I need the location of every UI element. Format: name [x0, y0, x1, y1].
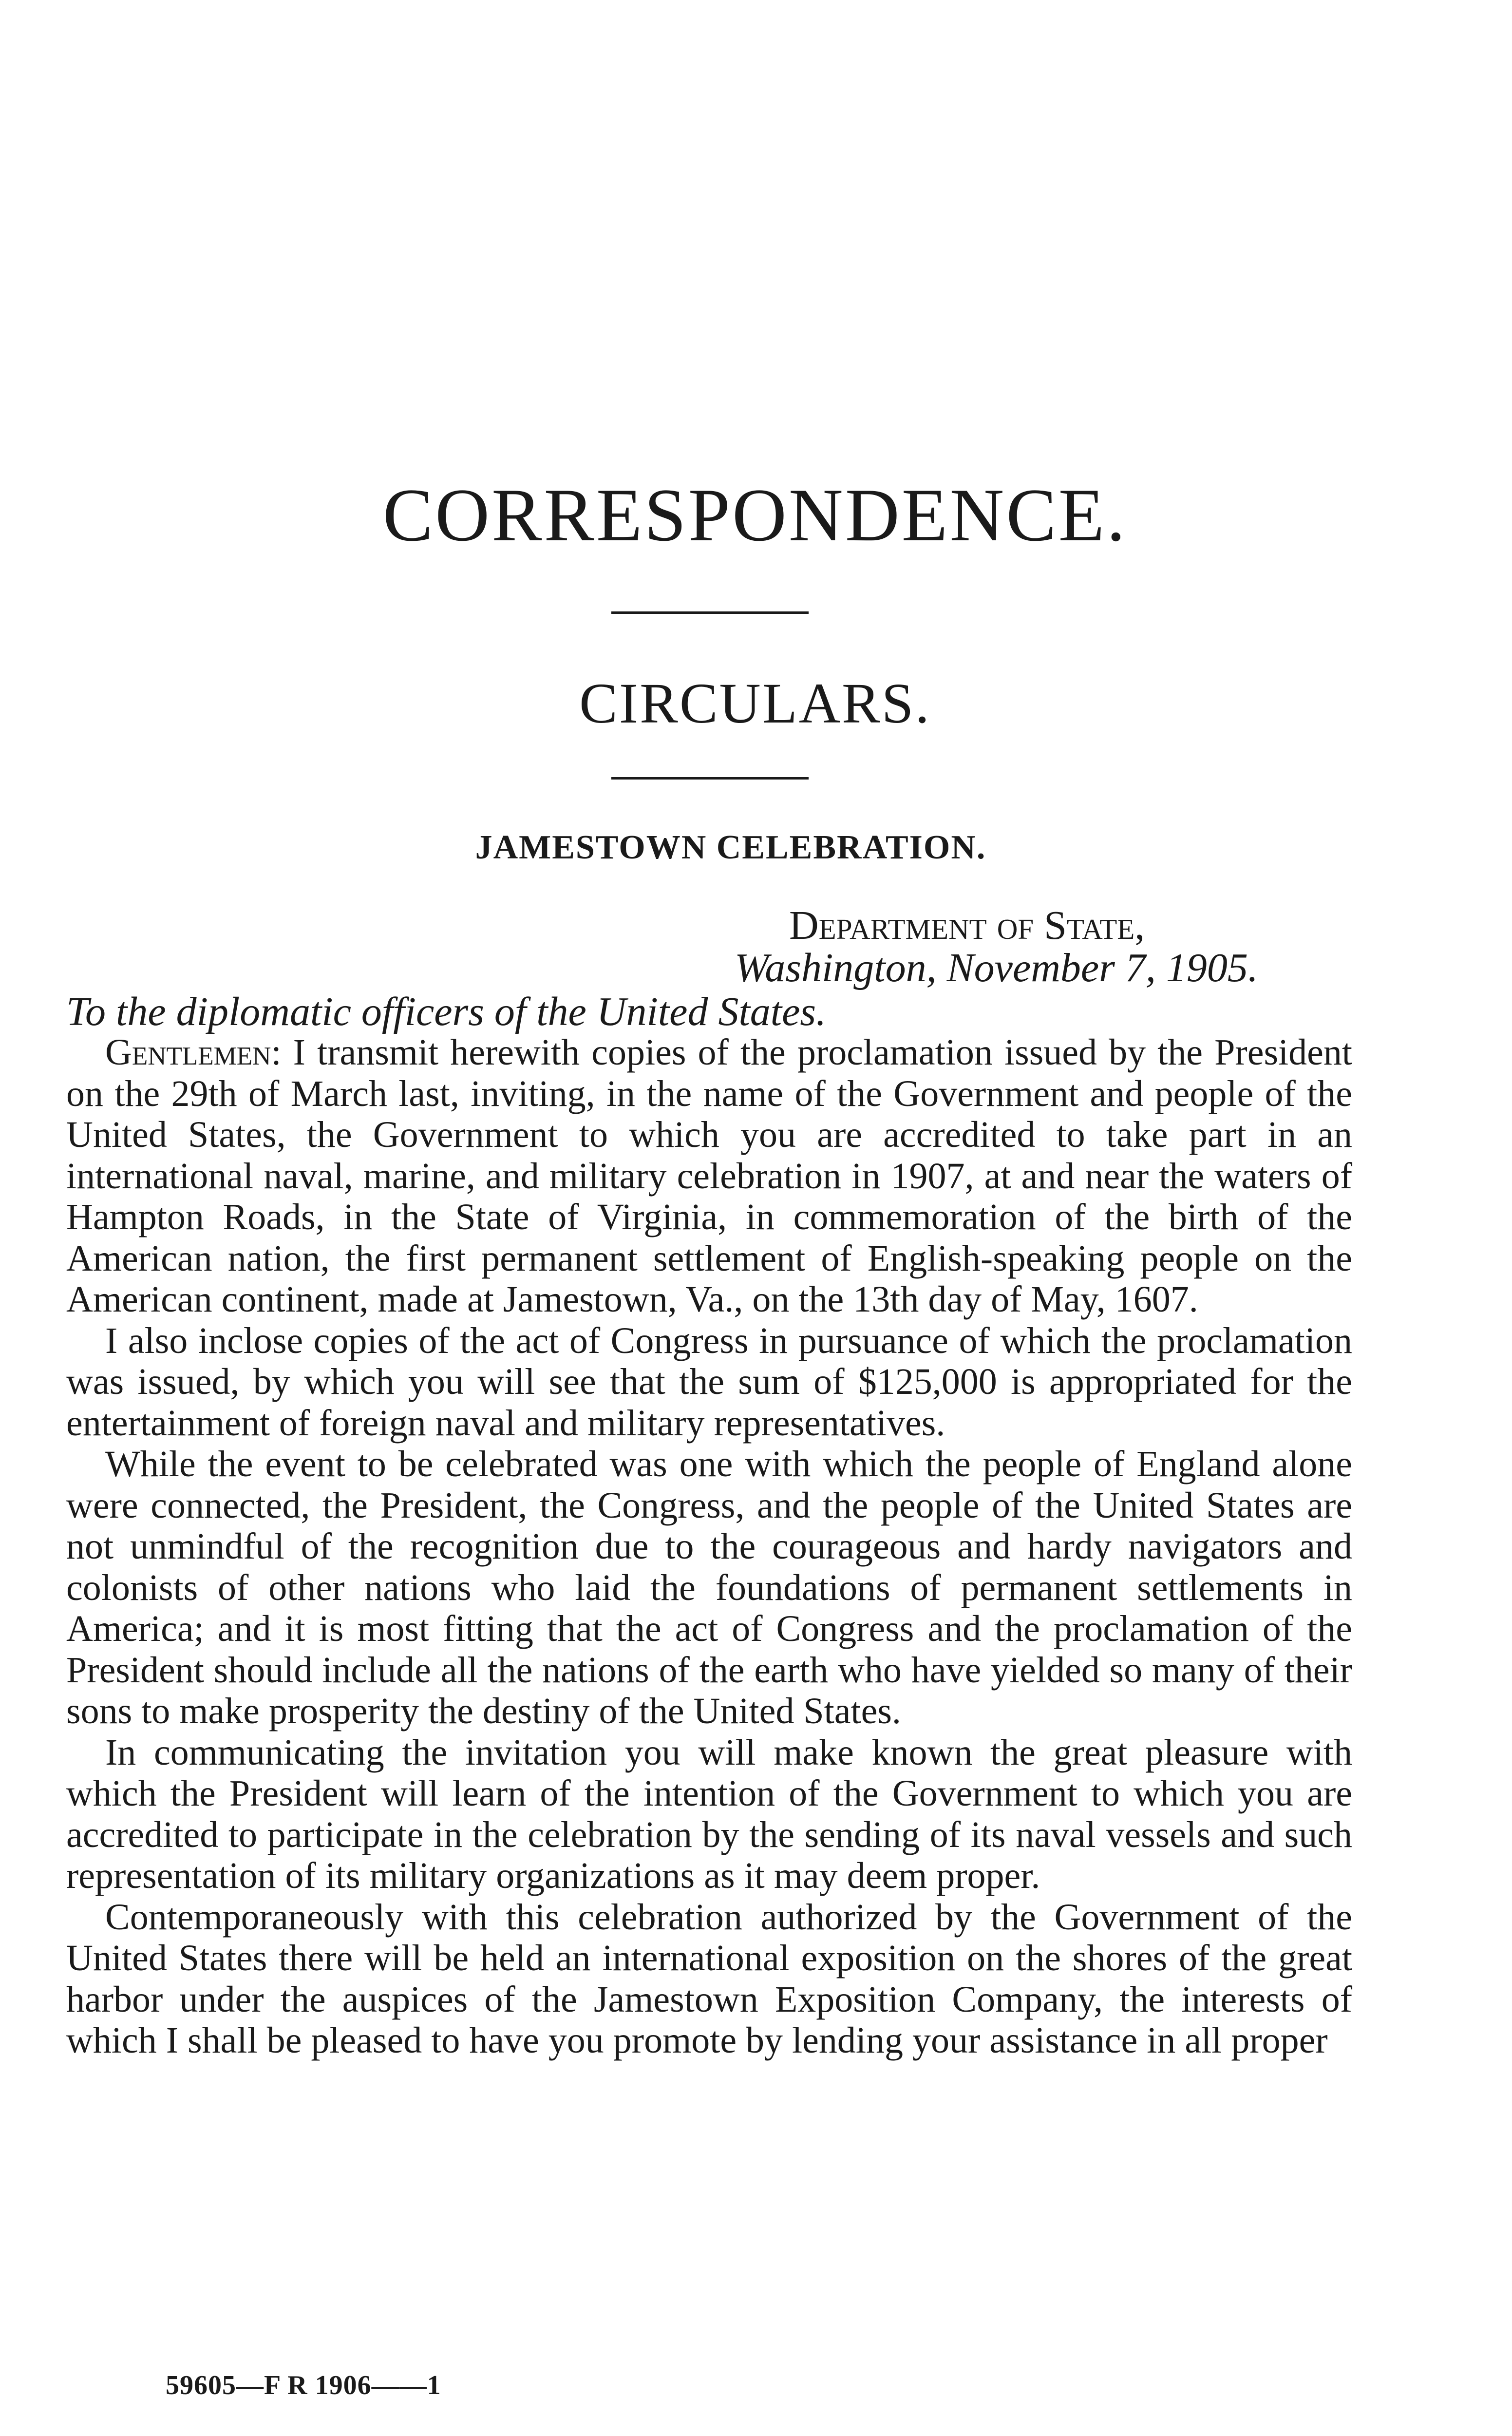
body-paragraph — [66, 1032, 1352, 1320]
place-date-line: Washington, November 7, 1905. — [735, 945, 1258, 990]
body-paragraph: Contemporaneously with this celebration authorized by the Government of the United States there will be held an international exposition on the shores of the great harbor under the auspices of the Jamestown Exposition Company, the interests of which I shall be pleased to have you promote by lending your assistance in all proper — [66, 1896, 1352, 2061]
title-divider — [611, 611, 809, 614]
body-paragraph: While the event to be celebrated was one with which the people of England alone were connected, the President, the Congress, and the people of the United States are not unmindful of the recognition due to the courageous and hardy navigators and colonists of other nations who laid the foundations of permanent settlements in America; and it is most fitting that the act of Congress and the proclamation of the President should include all the nations of the earth who have yielded so many of their sons to make prosperity the destiny of the United States. — [66, 1444, 1352, 1732]
subtitle-divider — [611, 777, 809, 780]
section-heading: JAMESTOWN CELEBRATION. — [475, 829, 986, 866]
body-paragraph: I also inclose copies of the act of Congress in pursuance of which the proclamation was issued, by which you will see that the sum of $125,000 is appropriated for the entertainment of foreign naval and military representatives. — [66, 1320, 1352, 1444]
addressee-line: To the diplomatic officers of the United States. — [66, 989, 827, 1034]
paragraph-text: : I transmit herewith copies of the proclamation issued by the President on the 29th of March last, inviting, in the name of the Government and people of the United States, the Government to which you are accredited to take part in an international naval, marine, and military celebration in 1907, at and near the waters of Hampton Roads, in the State of Virginia, in commemoration of the birth of the American nation, the first permanent settlement of English-speaking people on the American continent, made at Jamestown, Va., on the 13th day of May, 1607. — [66, 1032, 1352, 1320]
letter-body — [66, 1032, 1352, 2061]
printer-signature-code: 59605—F R 1906——1 — [166, 2370, 441, 2400]
section-subtitle: CIRCULARS. — [579, 671, 931, 735]
sender-line: Department of State, — [789, 903, 1145, 948]
page-title: CORRESPONDENCE. — [382, 473, 1128, 557]
body-paragraph: In communicating the invitation you will make known the great pleasure with which the President will learn of the intention of the Government to which you are accredited to participate in the celebration by the sending of its naval vessels and such representation of its military organizations as it may deem proper. — [66, 1732, 1352, 1896]
salutation: Gentlemen — [105, 1032, 271, 1073]
